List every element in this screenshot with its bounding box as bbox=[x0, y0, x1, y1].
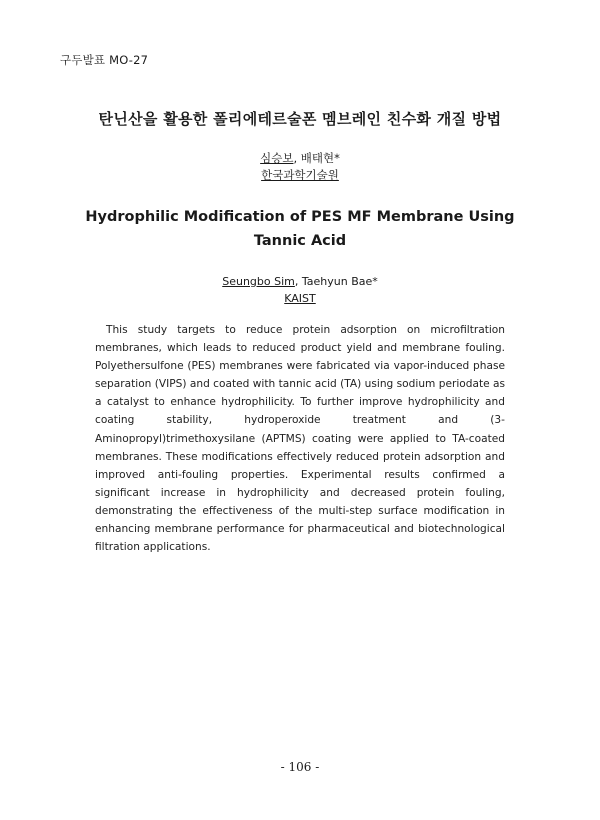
korean-affiliation: 한국과학기술원 bbox=[261, 168, 339, 182]
english-author-separator: , bbox=[294, 275, 302, 288]
korean-author-presenter: 심승보 bbox=[260, 151, 294, 165]
english-author-corresponding: Taehyun Bae* bbox=[301, 275, 378, 288]
korean-authors bbox=[0, 150, 600, 167]
english-authors bbox=[0, 273, 600, 290]
korean-title: 탄닌산을 활용한 폴리에테르술폰 멤브레인 친수화 개질 방법 bbox=[98, 110, 502, 128]
english-author-presenter: Seungbo Sim bbox=[222, 275, 295, 288]
abstract-text: This study targets to reduce protein adsorption on microfiltration membranes, which leads to reduced product yield and membrane fouling. Polyethersulfone (PES) membranes were fabricated via vapor-induced phase separation (VIPS) and coated with tannic acid (TA) using sodium periodate as a catalyst to enhance hydrophilicity. To further improve hydrophilicity and coating stability, hydroperoxide treatment and (3-Aminopropyl)trimethoxysilane (APTMS) coating were applied to TA-coated membranes. These modifications effectively reduced protein adsorption and improved anti-fouling properties. Experimental results confirmed a significant increase in hydrophilicity and decreased protein fouling, demonstrating the effectiveness of the multi-step surface modification in enhancing membrane performance for pharmaceutical and biotechnological filtration applications. bbox=[95, 324, 506, 554]
page-number: - 106 - bbox=[280, 760, 320, 774]
korean-author-block bbox=[0, 150, 600, 184]
english-title-line2: Tannic Acid bbox=[253, 233, 347, 249]
english-author-block bbox=[0, 273, 600, 307]
english-title bbox=[0, 205, 600, 253]
session-label: 구두발표 MO-27 bbox=[60, 53, 149, 67]
korean-author-corresponding: 배태현* bbox=[300, 151, 340, 165]
korean-author-separator: , bbox=[293, 151, 301, 165]
english-title-line1: Hydrophilic Modification of PES MF Membrane Using bbox=[85, 209, 515, 225]
english-affiliation: KAIST bbox=[284, 292, 316, 305]
